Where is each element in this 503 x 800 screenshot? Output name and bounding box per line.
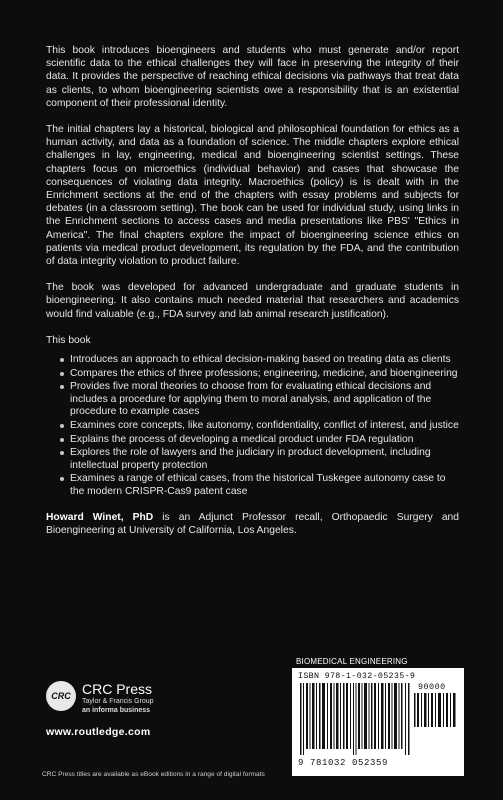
list-item: Explains the process of developing a medical product under FDA regulation — [62, 434, 459, 447]
back-cover-text — [46, 44, 459, 550]
bullet-icon — [60, 385, 64, 389]
publisher-website: www.routledge.com — [46, 726, 151, 738]
barcode-bars-icon — [300, 683, 410, 755]
bullet-icon — [60, 451, 64, 455]
description-paragraph: The book was developed for advanced undergraduate and graduate students in bioengineering. It also contains much needed material that researchers and academics would find valuable (e.g., FDA survey and lab animal research justification). — [46, 282, 459, 320]
publisher-group: Taylor & Francis Group — [82, 698, 154, 705]
barcode-area — [292, 657, 464, 777]
description-paragraph: The initial chapters lay a historical, biological and philosophical foundation for ethics as a human activity, and data as a foundation of science. The middle chapters explore ethical challenges in lay, engineering, medical and bioengineering scientist settings. These chapters focus on microethics (individual behavior) and cases that showcase the consequences of violating data integrity. Macroethics (policy) is is dealt with in the Enrichment sections at the end of the chapters with essay problems and subjects for debates (in a classroom setting). The book can be used for individual study, using links in the Enrichment sections to access cases and media presentations like PBS' "Ethics in America". The final chapters explore the impact of bioengineering science ethics on patients via medical product development, its regulation by the FDA, and the contribution of data integrity violation to product failure. — [46, 124, 459, 268]
addon-bars-icon — [414, 683, 458, 727]
publisher-block — [46, 681, 296, 751]
bullet-icon — [60, 438, 64, 442]
crc-logo-icon: CRC — [46, 681, 76, 711]
list-item: Examines a range of ethical cases, from the historical Tuskegee autonomy case to the modern CRISPR-Cas9 patent case — [62, 473, 459, 498]
price-addon: 90000 — [418, 682, 446, 692]
isbn-text: ISBN 978-1-032-05235-9 — [298, 671, 416, 681]
publisher-name: CRC Press — [82, 681, 153, 697]
list-item: Explores the role of lawyers and the judiciary in product development, including intellectual property protection — [62, 447, 459, 472]
author-name: Howard Winet, PhD — [46, 511, 154, 523]
list-item: Provides five moral theories to choose from for evaluating ethical decisions and includes a procedure for applying them to moral analysis, and application of the procedure to example cases — [62, 381, 459, 419]
list-item: Examines core concepts, like autonomy, confidentiality, conflict of interest, and justice — [62, 420, 459, 433]
bullet-icon — [60, 372, 64, 376]
list-item: Introduces an approach to ethical decision-making based on treating data as clients — [62, 354, 459, 367]
publisher-informa: an informa business — [82, 707, 151, 714]
list-intro: This book — [46, 334, 91, 346]
bullet-icon — [60, 358, 64, 362]
bullet-icon — [60, 477, 64, 481]
author-description: is an Adjunct Professor recall, Orthopaedic Surgery and Bioengineering at University of California, Los Angeles. — [46, 511, 459, 536]
bullet-icon — [60, 424, 64, 428]
list-item: Compares the ethics of three professions; engineering, medicine, and bioengineering — [62, 368, 459, 381]
description-paragraph: This book introduces bioengineers and students who must generate and/or report scientific data to the ethical challenges they will face in preserving the integrity of their data. It provides the perspective of reaching ethical decisions via pathways that treat data as clients, to whom bioengineering scientists owe a responsibility that is an existential component of their professional identity. — [46, 45, 459, 109]
barcode-digits: 9 781032 052359 — [298, 758, 389, 768]
subject-category: BIOMEDICAL ENGINEERING — [296, 657, 408, 666]
author-bio — [46, 511, 459, 537]
feature-list — [46, 354, 459, 499]
barcode — [292, 668, 464, 776]
ebook-note: CRC Press titles are available as eBook editions in a range of digital formats — [42, 771, 265, 778]
